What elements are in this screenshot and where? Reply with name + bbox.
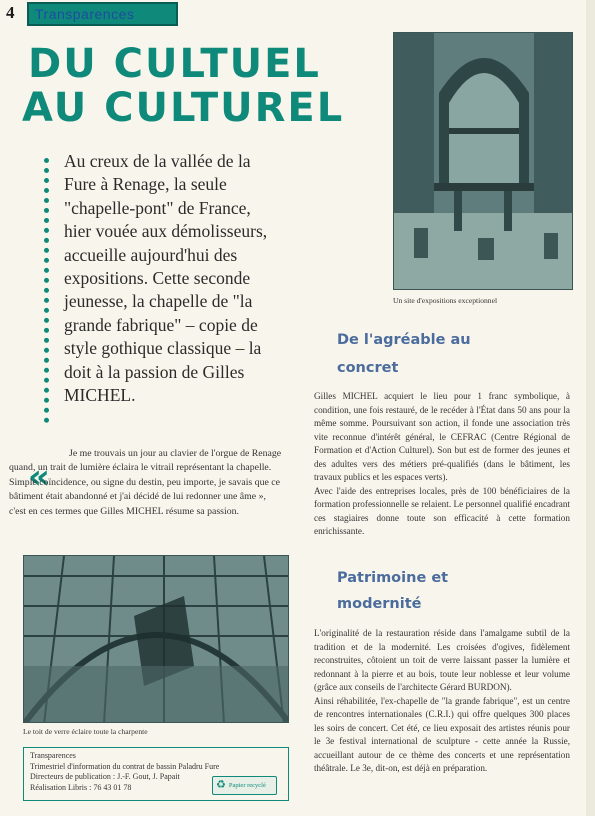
quote-mark-icon: « [28,457,50,497]
page-number: 4 [6,3,15,22]
intro-paragraph: Au creux de la vallée de la Fure à Renage, la seule "chapelle-pont" de France, hier vouée aux démolisseurs, accueille aujourd'hui des expositions. Cette seconde jeunesse, la chapelle de "la grande fabrique" – copie de style gothique classique – la doit à la passion de Gilles MICHEL. [64,151,268,406]
brand-banner [27,2,178,26]
recycled-paper-badge [212,776,277,795]
credit-description: Trimestriel d'information du contrat de bassin Paladru Fure [30,761,220,771]
chapel-interior-illustration [394,33,573,290]
credit-directors: Directeurs de publication : J.-F. Gout, J. Papait [30,772,180,781]
credit-title: Transparences [30,751,76,760]
paragraph: Ainsi réhabilitée, l'ex-chapelle de "la grande fabrique", est un centre de rencontres internationales (C.R.I.) qui offre quelques 300 places les soirs de concert. Cet été, ce lieu exposait des artistes réunis pour le 3e festival international de sculpture - cette année la Russie, accueillant autour de ce thème des concerts et une représentation théâtrale. Le 3e, dit-on, est déjà en préparation. [314,695,570,773]
page-edge [586,0,595,816]
page-title-line2: AU CULTUREL [22,85,345,131]
quote-paragraph: Je me trouvais un jour au clavier de l'orgue de Renage quand, un trait de lumière éclaira le vitrail représentant la chapelle. Simple coïncidence, ou signe du destin, peu importe, je savais que ce bâtiment était abandonné et j'ai décidé de lui redonner une âme », c'est en ces termes que Gilles MICHEL résume sa passion. [9,448,282,517]
photo-caption-top: Un site d'expositions exceptionnel [393,296,498,305]
recycled-label: Papier recyclé [228,782,266,789]
photo-caption-bottom: Le toit de verre éclaire toute la charpente [23,727,148,736]
chapel-interior-photo [393,32,573,290]
credit-production: Réalisation Libris : 76 43 01 78 [30,782,132,792]
paragraph: Gilles MICHEL acquiert le lieu pour 1 franc symbolique, à condition, une fois restauré, de le recéder à l'État dans 50 ans pour la même somme. Poursuivant son action, il fonde une association très vite reconnue d'intérêt général, le CEFRAC (Centre Régional de Formation et d'Action Culturel). Son but est de former des jeunes et des adultes vers des métiers pré-qualifiés (dans le bâtiment, les travaux publics et les espaces verts). [314,391,570,482]
paragraph: L'originalité de la restauration réside dans l'amalgame subtil de la tradition et de la modernité. Les croisées d'ogives, fidèlement reconstruites, côtoient un toit de verre laissant passer la lumière et redonnant à la pierre et au bois, toute leur noblesse et leur volume (grâce aux conseils de l'architecte Gérard BURDON). [314,628,570,692]
section-body-agreable [314,390,570,539]
glass-roof-illustration [24,556,289,723]
brand-name: Transparences [35,6,135,22]
paragraph: Avec l'aide des entreprises locales, près de 100 bénéficiaires de la formation professionnelle se relaient. Le personnel qualifié encadrant ces stagiaires donne toute son efficacité à cette formation enrichissante. [314,485,570,536]
section-body-patrimoine [314,627,570,776]
section-heading-agreable: De l'agréable au [337,332,471,348]
section-heading-patrimoine: Patrimoine et [337,570,449,586]
section-heading-agreable-cont: concret [337,360,399,376]
recycle-icon: ♻ [216,779,226,791]
section-heading-patrimoine-cont: modernité [337,596,422,612]
glass-roof-photo [23,555,289,723]
intro-accent-bar [44,158,50,423]
page-title-line1: DU CULTUEL [28,41,321,87]
